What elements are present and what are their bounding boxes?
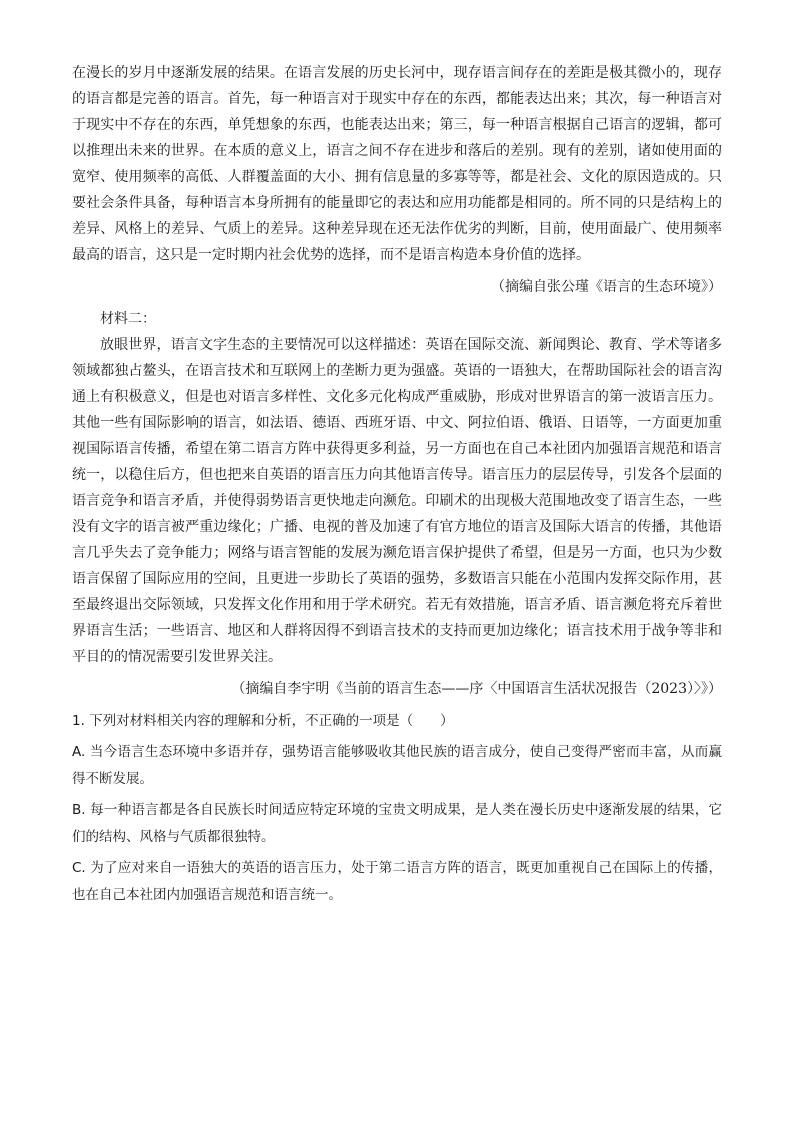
material2-body: 放眼世界，语言文字生态的主要情况可以这样描述：英语在国际交流、新闻舆论、教育、学术等诸多领域都独占鳌头，在语言技术和互联网上的垄断力更为强盛。英语的一语独大，在帮助国际社会的语言沟通上有积极意义，但是也对语言多样性、文化多元化构成严重威胁，形成对世界语言的第一波语言压力。其他一些有国际影响的语言，如法语、德语、西班牙语、中文、阿拉伯语、俄语、日语等，一方面更加重视国际语言传播，希望在第二语言方阵中获得更多利益，另一方面也在自己本社团内加强语言规范和语言统一，以稳住后方，但也把来自英语的语言压力向其他语言传导。语言压力的层层传导，引发各个层面的语言竞争和语言矛盾，并使得弱势语言更快地走向濒危。印刷术的出现极大范围地改变了语言生态，一些没有文字的语言被严重边缘化；广播、电视的普及加速了有官方地位的语言及国际大语言的传播，其他语言几乎失去了竞争能力；网络与语言智能的发展为濒危语言保护提供了希望，但是另一方面，也只为少数语言保留了国际应用的空间，且更进一步助长了英语的强势，多数语言只能在小范围内发挥交际作用，甚至最终退出交际领域，只发挥文化作用和用于学术研究。若无有效措施，语言矛盾、语言濒危将充斥着世界语言生活；一些语言、地区和人群将因得不到语言技术的支持而更加边缘化；语言技术用于战争等非和平目的的情况需要引发世界关注。 <box>72 337 722 665</box>
exam-page <box>72 60 722 909</box>
question1-option-c[interactable]: C. 为了应对来自一语独大的英语的语言压力，处于第二语言方阵的语言，既更加重视自己在国际上的传播，也在自己本社团内加强语言规范和语言统一。 <box>72 860 722 903</box>
material2-heading: 材料二： <box>100 311 156 327</box>
material1-source: （摘编自张公瑾《语言的生态环境》） <box>491 279 722 295</box>
material1-continuation: 在漫长的岁月中逐渐发展的结果。在语言发展的历史长河中，现存语言间存在的差距是极其微小的，现存的语言都是完善的语言。首先，每一种语言对于现实中存在的东西，都能表达出来；其次，每一种语言对于现实中不存在的东西，单凭想象的东西，也能表达出来；第三，每一种语言根据自己语言的逻辑，都可以推理出未来的世界。在本质的意义上，语言之间不存在进步和落后的差别。现有的差别，诸如使用面的宽窄、使用频率的高低、人群覆盖面的大小、拥有信息量的多寡等等，都是社会、文化的原因造成的。只要社会条件具备，每种语言本身所拥有的能量即它的表达和应用功能都是相同的。所不同的只是结构上的差异、风格上的差异、气质上的差异。这种差异现在还无法作优劣的判断，目前，使用面最广、使用频率最高的语言，这只是一定时期内社会优势的选择，而不是语言构造本身价值的选择。 <box>72 65 722 263</box>
material2-source: （摘编自李宇明《当前的语言生态——序〈中国语言生活状况报告（2023）〉》） <box>231 681 722 697</box>
question1-option-b[interactable]: B. 每一种语言都是各自民族长时间适应特定环境的宝贵文明成果，是人类在漫长历史中逐渐发展的结果，它们的结构、风格与气质都很独特。 <box>72 802 722 845</box>
question1-option-a[interactable]: A. 当今语言生态环境中多语并存，强势语言能够吸收其他民族的语言成分，使自己变得严密而丰富，从而赢得不断发展。 <box>72 744 722 787</box>
question1-stem: 1. 下列对材料相关内容的理解和分析，不正确的一项是（ ） <box>72 713 454 729</box>
